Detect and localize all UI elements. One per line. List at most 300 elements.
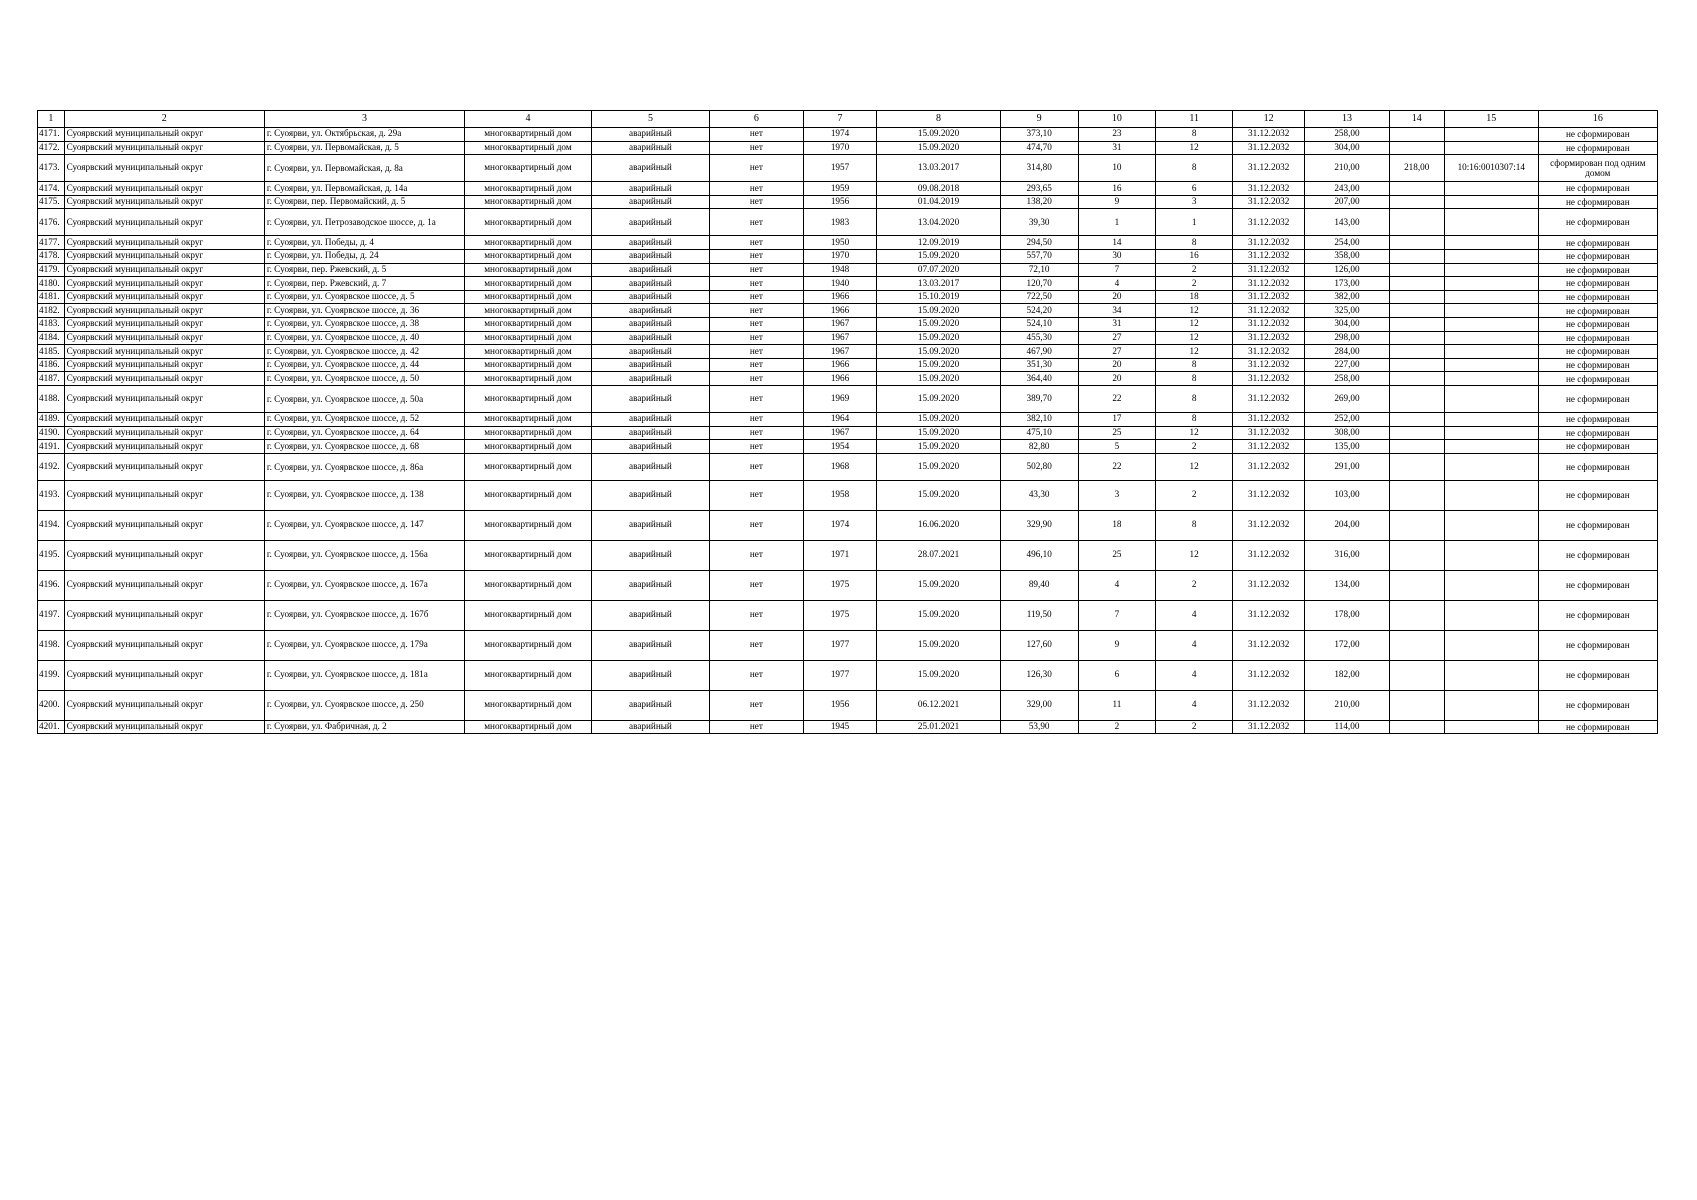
recognition-date-cell: 15.09.2020: [877, 412, 1001, 426]
land-area-cell: [1389, 510, 1444, 540]
row-number: 4172.: [38, 141, 65, 155]
land-area-cell: [1389, 412, 1444, 426]
build-year-cell: 1970: [803, 249, 876, 263]
column-11-cell: 2: [1156, 570, 1233, 600]
object-type-cell: многоквартирный дом: [465, 412, 592, 426]
land-plot-status-cell: не сформирован: [1538, 720, 1657, 734]
land-area-cell: [1389, 141, 1444, 155]
municipality-cell: Суоярвский муниципальный округ: [64, 358, 264, 372]
column-10-cell: 20: [1078, 372, 1156, 386]
municipality-cell: Суоярвский муниципальный округ: [64, 249, 264, 263]
column-number: 14: [1389, 111, 1444, 128]
object-type-cell: многоквартирный дом: [465, 331, 592, 345]
object-type-cell: многоквартирный дом: [465, 440, 592, 454]
recognition-date-cell: 13.03.2017: [877, 155, 1001, 182]
column-10-cell: 2: [1078, 720, 1156, 734]
municipality-cell: Суоярвский муниципальный округ: [64, 510, 264, 540]
build-year-cell: 1970: [803, 141, 876, 155]
recognition-date-cell: 15.09.2020: [877, 570, 1001, 600]
object-type-cell: многоквартирный дом: [465, 128, 592, 142]
column-11-cell: 8: [1156, 155, 1233, 182]
municipality-cell: Суоярвский муниципальный округ: [64, 412, 264, 426]
object-type-cell: многоквартирный дом: [465, 249, 592, 263]
column-10-cell: 30: [1078, 249, 1156, 263]
row-number: 4195.: [38, 540, 65, 570]
condition-cell: аварийный: [591, 510, 709, 540]
land-area-cell: [1389, 372, 1444, 386]
column-13-cell: 126,00: [1305, 263, 1389, 277]
object-type-cell: многоквартирный дом: [465, 155, 592, 182]
column-10-cell: 31: [1078, 317, 1156, 331]
municipality-cell: Суоярвский муниципальный округ: [64, 209, 264, 236]
table-row: [38, 249, 1658, 263]
recognition-date-cell: 12.09.2019: [877, 236, 1001, 250]
cadastral-number-cell: [1444, 660, 1538, 690]
row-number: 4174.: [38, 182, 65, 196]
column-10-cell: 1: [1078, 209, 1156, 236]
land-plot-status-cell: не сформирован: [1538, 412, 1657, 426]
table-row: [38, 600, 1658, 630]
address-cell: г. Суоярви, ул. Суоярвское шоссе, д. 36: [264, 304, 464, 318]
address-cell: г. Суоярви, ул. Суоярвское шоссе, д. 167б: [264, 600, 464, 630]
row-number: 4180.: [38, 277, 65, 291]
address-cell: г. Суоярви, ул. Первомайская, д. 14а: [264, 182, 464, 196]
deadline-date-cell: 31.12.2032: [1232, 720, 1304, 734]
column-13-cell: 172,00: [1305, 630, 1389, 660]
area-cell: 722,50: [1000, 290, 1078, 304]
column-number: 11: [1156, 111, 1233, 128]
land-area-cell: [1389, 182, 1444, 196]
cadastral-number-cell: [1444, 331, 1538, 345]
object-type-cell: многоквартирный дом: [465, 570, 592, 600]
address-cell: г. Суоярви, ул. Суоярвское шоссе, д. 44: [264, 358, 464, 372]
condition-cell: аварийный: [591, 128, 709, 142]
deadline-date-cell: 31.12.2032: [1232, 480, 1304, 510]
cadastral-number-cell: [1444, 412, 1538, 426]
area-cell: 502,80: [1000, 453, 1078, 480]
recognition-date-cell: 07.07.2020: [877, 263, 1001, 277]
build-year-cell: 1957: [803, 155, 876, 182]
municipality-cell: Суоярвский муниципальный округ: [64, 304, 264, 318]
cadastral-number-cell: [1444, 290, 1538, 304]
municipality-cell: Суоярвский муниципальный округ: [64, 141, 264, 155]
column-6-cell: нет: [710, 660, 804, 690]
recognition-date-cell: 15.09.2020: [877, 440, 1001, 454]
object-type-cell: многоквартирный дом: [465, 385, 592, 412]
column-number: 4: [465, 111, 592, 128]
recognition-date-cell: 15.09.2020: [877, 358, 1001, 372]
object-type-cell: многоквартирный дом: [465, 600, 592, 630]
object-type-cell: многоквартирный дом: [465, 182, 592, 196]
recognition-date-cell: 09.08.2018: [877, 182, 1001, 196]
row-number: 4176.: [38, 209, 65, 236]
column-13-cell: 227,00: [1305, 358, 1389, 372]
build-year-cell: 1967: [803, 317, 876, 331]
area-cell: 496,10: [1000, 540, 1078, 570]
column-13-cell: 258,00: [1305, 372, 1389, 386]
address-cell: г. Суоярви, ул. Суоярвское шоссе, д. 147: [264, 510, 464, 540]
column-13-cell: 258,00: [1305, 128, 1389, 142]
area-cell: 127,60: [1000, 630, 1078, 660]
table-row: [38, 453, 1658, 480]
cadastral-number-cell: [1444, 345, 1538, 359]
area-cell: 314,80: [1000, 155, 1078, 182]
condition-cell: аварийный: [591, 385, 709, 412]
cadastral-number-cell: 10:16:0010307:14: [1444, 155, 1538, 182]
address-cell: г. Суоярви, ул. Суоярвское шоссе, д. 181а: [264, 660, 464, 690]
deadline-date-cell: 31.12.2032: [1232, 426, 1304, 440]
row-number: 4189.: [38, 412, 65, 426]
deadline-date-cell: 31.12.2032: [1232, 690, 1304, 720]
condition-cell: аварийный: [591, 290, 709, 304]
column-13-cell: 316,00: [1305, 540, 1389, 570]
land-area-cell: [1389, 690, 1444, 720]
build-year-cell: 1967: [803, 426, 876, 440]
column-6-cell: нет: [710, 480, 804, 510]
object-type-cell: многоквартирный дом: [465, 690, 592, 720]
column-13-cell: 103,00: [1305, 480, 1389, 510]
column-10-cell: 5: [1078, 440, 1156, 454]
municipality-cell: Суоярвский муниципальный округ: [64, 128, 264, 142]
deadline-date-cell: 31.12.2032: [1232, 155, 1304, 182]
column-10-cell: 20: [1078, 290, 1156, 304]
address-cell: г. Суоярви, ул. Суоярвское шоссе, д. 38: [264, 317, 464, 331]
column-number: 7: [803, 111, 876, 128]
row-number: 4186.: [38, 358, 65, 372]
deadline-date-cell: 31.12.2032: [1232, 570, 1304, 600]
deadline-date-cell: 31.12.2032: [1232, 263, 1304, 277]
recognition-date-cell: 01.04.2019: [877, 195, 1001, 209]
row-number: 4200.: [38, 690, 65, 720]
municipality-cell: Суоярвский муниципальный округ: [64, 540, 264, 570]
column-11-cell: 12: [1156, 426, 1233, 440]
build-year-cell: 1967: [803, 331, 876, 345]
column-6-cell: нет: [710, 209, 804, 236]
object-type-cell: многоквартирный дом: [465, 141, 592, 155]
land-area-cell: [1389, 720, 1444, 734]
table-row: [38, 317, 1658, 331]
deadline-date-cell: 31.12.2032: [1232, 630, 1304, 660]
recognition-date-cell: 15.09.2020: [877, 426, 1001, 440]
column-10-cell: 27: [1078, 331, 1156, 345]
land-plot-status-cell: не сформирован: [1538, 600, 1657, 630]
address-cell: г. Суоярви, пер. Первомайский, д. 5: [264, 195, 464, 209]
condition-cell: аварийный: [591, 600, 709, 630]
table-row: [38, 720, 1658, 734]
municipality-cell: Суоярвский муниципальный округ: [64, 385, 264, 412]
land-area-cell: [1389, 570, 1444, 600]
cadastral-number-cell: [1444, 141, 1538, 155]
cadastral-number-cell: [1444, 540, 1538, 570]
condition-cell: аварийный: [591, 141, 709, 155]
recognition-date-cell: 15.09.2020: [877, 317, 1001, 331]
column-11-cell: 18: [1156, 290, 1233, 304]
table-row: [38, 570, 1658, 600]
column-11-cell: 8: [1156, 412, 1233, 426]
land-area-cell: [1389, 290, 1444, 304]
land-plot-status-cell: не сформирован: [1538, 236, 1657, 250]
column-10-cell: 14: [1078, 236, 1156, 250]
cadastral-number-cell: [1444, 510, 1538, 540]
municipality-cell: Суоярвский муниципальный округ: [64, 182, 264, 196]
cadastral-number-cell: [1444, 249, 1538, 263]
column-11-cell: 3: [1156, 195, 1233, 209]
municipality-cell: Суоярвский муниципальный округ: [64, 317, 264, 331]
recognition-date-cell: 15.09.2020: [877, 249, 1001, 263]
land-area-cell: [1389, 358, 1444, 372]
object-type-cell: многоквартирный дом: [465, 317, 592, 331]
address-cell: г. Суоярви, ул. Октябрьская, д. 29а: [264, 128, 464, 142]
address-cell: г. Суоярви, ул. Суоярвское шоссе, д. 167а: [264, 570, 464, 600]
column-10-cell: 22: [1078, 453, 1156, 480]
municipality-cell: Суоярвский муниципальный округ: [64, 345, 264, 359]
deadline-date-cell: 31.12.2032: [1232, 236, 1304, 250]
column-11-cell: 2: [1156, 720, 1233, 734]
address-cell: г. Суоярви, ул. Первомайская, д. 5: [264, 141, 464, 155]
build-year-cell: 1948: [803, 263, 876, 277]
row-number: 4198.: [38, 630, 65, 660]
land-area-cell: [1389, 249, 1444, 263]
address-cell: г. Суоярви, ул. Петрозаводское шоссе, д. 1а: [264, 209, 464, 236]
area-cell: 524,20: [1000, 304, 1078, 318]
area-cell: 120,70: [1000, 277, 1078, 291]
deadline-date-cell: 31.12.2032: [1232, 317, 1304, 331]
column-11-cell: 12: [1156, 304, 1233, 318]
column-6-cell: нет: [710, 600, 804, 630]
deadline-date-cell: 31.12.2032: [1232, 540, 1304, 570]
area-cell: 39,30: [1000, 209, 1078, 236]
address-cell: г. Суоярви, ул. Суоярвское шоссе, д. 138: [264, 480, 464, 510]
column-11-cell: 12: [1156, 345, 1233, 359]
area-cell: 467,90: [1000, 345, 1078, 359]
object-type-cell: многоквартирный дом: [465, 510, 592, 540]
land-plot-status-cell: не сформирован: [1538, 331, 1657, 345]
condition-cell: аварийный: [591, 440, 709, 454]
land-plot-status-cell: не сформирован: [1538, 249, 1657, 263]
build-year-cell: 1954: [803, 440, 876, 454]
build-year-cell: 1945: [803, 720, 876, 734]
recognition-date-cell: 15.09.2020: [877, 331, 1001, 345]
column-10-cell: 22: [1078, 385, 1156, 412]
object-type-cell: многоквартирный дом: [465, 263, 592, 277]
recognition-date-cell: 28.07.2021: [877, 540, 1001, 570]
cadastral-number-cell: [1444, 304, 1538, 318]
table-row: [38, 630, 1658, 660]
land-area-cell: [1389, 277, 1444, 291]
land-area-cell: [1389, 600, 1444, 630]
cadastral-number-cell: [1444, 630, 1538, 660]
column-13-cell: 382,00: [1305, 290, 1389, 304]
land-plot-status-cell: не сформирован: [1538, 660, 1657, 690]
municipality-cell: Суоярвский муниципальный округ: [64, 426, 264, 440]
row-number: 4201.: [38, 720, 65, 734]
municipality-cell: Суоярвский муниципальный округ: [64, 570, 264, 600]
deadline-date-cell: 31.12.2032: [1232, 209, 1304, 236]
recognition-date-cell: 15.09.2020: [877, 372, 1001, 386]
column-10-cell: 34: [1078, 304, 1156, 318]
cadastral-number-cell: [1444, 385, 1538, 412]
deadline-date-cell: 31.12.2032: [1232, 440, 1304, 454]
recognition-date-cell: 15.09.2020: [877, 141, 1001, 155]
build-year-cell: 1958: [803, 480, 876, 510]
deadline-date-cell: 31.12.2032: [1232, 277, 1304, 291]
recognition-date-cell: 15.09.2020: [877, 660, 1001, 690]
column-13-cell: 134,00: [1305, 570, 1389, 600]
recognition-date-cell: 06.12.2021: [877, 690, 1001, 720]
table-row: [38, 426, 1658, 440]
area-cell: 293,65: [1000, 182, 1078, 196]
table-row: [38, 358, 1658, 372]
table-row: [38, 480, 1658, 510]
row-number: 4191.: [38, 440, 65, 454]
municipality-cell: Суоярвский муниципальный округ: [64, 720, 264, 734]
recognition-date-cell: 13.04.2020: [877, 209, 1001, 236]
land-area-cell: [1389, 630, 1444, 660]
table-row: [38, 195, 1658, 209]
recognition-date-cell: 15.09.2020: [877, 453, 1001, 480]
area-cell: 329,90: [1000, 510, 1078, 540]
build-year-cell: 1950: [803, 236, 876, 250]
municipality-cell: Суоярвский муниципальный округ: [64, 660, 264, 690]
build-year-cell: 1975: [803, 570, 876, 600]
land-plot-status-cell: не сформирован: [1538, 182, 1657, 196]
table-row: [38, 510, 1658, 540]
condition-cell: аварийный: [591, 331, 709, 345]
row-number: 4187.: [38, 372, 65, 386]
area-cell: 126,30: [1000, 660, 1078, 690]
land-plot-status-cell: не сформирован: [1538, 304, 1657, 318]
land-plot-status-cell: не сформирован: [1538, 372, 1657, 386]
column-6-cell: нет: [710, 510, 804, 540]
condition-cell: аварийный: [591, 209, 709, 236]
land-plot-status-cell: не сформирован: [1538, 209, 1657, 236]
column-6-cell: нет: [710, 128, 804, 142]
column-11-cell: 4: [1156, 690, 1233, 720]
address-cell: г. Суоярви, ул. Победы, д. 4: [264, 236, 464, 250]
municipality-cell: Суоярвский муниципальный округ: [64, 195, 264, 209]
column-6-cell: нет: [710, 440, 804, 454]
column-number: 13: [1305, 111, 1389, 128]
column-13-cell: 182,00: [1305, 660, 1389, 690]
object-type-cell: многоквартирный дом: [465, 480, 592, 510]
condition-cell: аварийный: [591, 453, 709, 480]
column-13-cell: 291,00: [1305, 453, 1389, 480]
object-type-cell: многоквартирный дом: [465, 290, 592, 304]
land-plot-status-cell: не сформирован: [1538, 510, 1657, 540]
condition-cell: аварийный: [591, 317, 709, 331]
column-number: 10: [1078, 111, 1156, 128]
build-year-cell: 1966: [803, 290, 876, 304]
area-cell: 455,30: [1000, 331, 1078, 345]
condition-cell: аварийный: [591, 249, 709, 263]
land-plot-status-cell: не сформирован: [1538, 141, 1657, 155]
land-plot-status-cell: не сформирован: [1538, 195, 1657, 209]
address-cell: г. Суоярви, ул. Суоярвское шоссе, д. 52: [264, 412, 464, 426]
land-area-cell: [1389, 426, 1444, 440]
table-row: [38, 690, 1658, 720]
area-cell: 474,70: [1000, 141, 1078, 155]
column-number: 8: [877, 111, 1001, 128]
deadline-date-cell: 31.12.2032: [1232, 510, 1304, 540]
column-11-cell: 6: [1156, 182, 1233, 196]
address-cell: г. Суоярви, ул. Победы, д. 24: [264, 249, 464, 263]
cadastral-number-cell: [1444, 600, 1538, 630]
object-type-cell: многоквартирный дом: [465, 720, 592, 734]
deadline-date-cell: 31.12.2032: [1232, 372, 1304, 386]
column-6-cell: нет: [710, 182, 804, 196]
column-13-cell: 284,00: [1305, 345, 1389, 359]
row-number: 4197.: [38, 600, 65, 630]
address-cell: г. Суоярви, пер. Ржевский, д. 7: [264, 277, 464, 291]
column-10-cell: 27: [1078, 345, 1156, 359]
column-13-cell: 325,00: [1305, 304, 1389, 318]
municipality-cell: Суоярвский муниципальный округ: [64, 155, 264, 182]
cadastral-number-cell: [1444, 570, 1538, 600]
table-row: [38, 263, 1658, 277]
column-10-cell: 10: [1078, 155, 1156, 182]
municipality-cell: Суоярвский муниципальный округ: [64, 263, 264, 277]
address-cell: г. Суоярви, ул. Суоярвское шоссе, д. 250: [264, 690, 464, 720]
column-6-cell: нет: [710, 358, 804, 372]
column-13-cell: 114,00: [1305, 720, 1389, 734]
land-plot-status-cell: не сформирован: [1538, 277, 1657, 291]
municipality-cell: Суоярвский муниципальный округ: [64, 372, 264, 386]
column-11-cell: 12: [1156, 453, 1233, 480]
condition-cell: аварийный: [591, 660, 709, 690]
land-area-cell: [1389, 317, 1444, 331]
table-row: [38, 128, 1658, 142]
table-row: [38, 660, 1658, 690]
column-13-cell: 252,00: [1305, 412, 1389, 426]
address-cell: г. Суоярви, ул. Суоярвское шоссе, д. 50а: [264, 385, 464, 412]
object-type-cell: многоквартирный дом: [465, 209, 592, 236]
land-plot-status-cell: сформирован под одним домом: [1538, 155, 1657, 182]
deadline-date-cell: 31.12.2032: [1232, 195, 1304, 209]
land-plot-status-cell: не сформирован: [1538, 453, 1657, 480]
land-plot-status-cell: не сформирован: [1538, 690, 1657, 720]
column-11-cell: 8: [1156, 358, 1233, 372]
object-type-cell: многоквартирный дом: [465, 236, 592, 250]
column-6-cell: нет: [710, 690, 804, 720]
recognition-date-cell: 15.09.2020: [877, 600, 1001, 630]
cadastral-number-cell: [1444, 317, 1538, 331]
deadline-date-cell: 31.12.2032: [1232, 412, 1304, 426]
table-row: [38, 304, 1658, 318]
deadline-date-cell: 31.12.2032: [1232, 290, 1304, 304]
condition-cell: аварийный: [591, 372, 709, 386]
column-10-cell: 16: [1078, 182, 1156, 196]
municipality-cell: Суоярвский муниципальный округ: [64, 600, 264, 630]
row-number: 4171.: [38, 128, 65, 142]
row-number: 4183.: [38, 317, 65, 331]
land-plot-status-cell: не сформирован: [1538, 290, 1657, 304]
build-year-cell: 1974: [803, 510, 876, 540]
condition-cell: аварийный: [591, 540, 709, 570]
column-number: 6: [710, 111, 804, 128]
land-area-cell: [1389, 440, 1444, 454]
land-area-cell: [1389, 236, 1444, 250]
recognition-date-cell: 25.01.2021: [877, 720, 1001, 734]
address-cell: г. Суоярви, ул. Фабричная, д. 2: [264, 720, 464, 734]
object-type-cell: многоквартирный дом: [465, 372, 592, 386]
municipality-cell: Суоярвский муниципальный округ: [64, 480, 264, 510]
column-11-cell: 8: [1156, 372, 1233, 386]
area-cell: 329,00: [1000, 690, 1078, 720]
row-number: 4175.: [38, 195, 65, 209]
recognition-date-cell: 15.09.2020: [877, 345, 1001, 359]
recognition-date-cell: 15.09.2020: [877, 385, 1001, 412]
cadastral-number-cell: [1444, 263, 1538, 277]
